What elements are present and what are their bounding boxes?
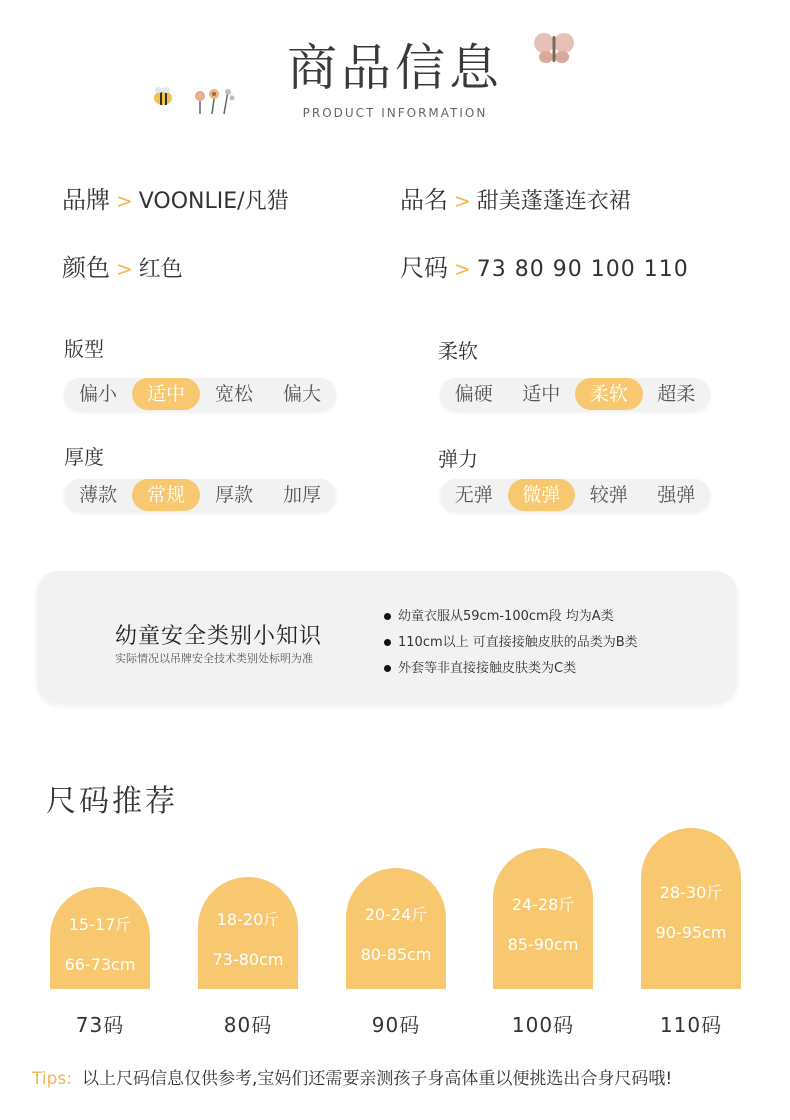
flowers-icon xyxy=(188,86,242,116)
page-subtitle: PRODUCT INFORMATION xyxy=(302,106,488,120)
size-value: 73 80 90 100 110 xyxy=(476,257,689,282)
elasticity-option[interactable]: 无弹 xyxy=(454,484,493,506)
size-row xyxy=(400,248,689,283)
bullet-dot-icon xyxy=(384,639,391,646)
color-label: 颜色 xyxy=(62,254,110,282)
size-card xyxy=(346,868,446,989)
bullet-dot-icon xyxy=(384,665,391,672)
name-row xyxy=(400,180,631,215)
name-value: 甜美蓬蓬连衣裙 xyxy=(476,189,631,214)
arrow-icon: > xyxy=(454,257,471,281)
thickness-title: 厚度 xyxy=(64,445,104,469)
size-label: 90码 xyxy=(371,1013,421,1037)
softness-option[interactable]: 柔软 xyxy=(575,378,643,410)
thickness-option[interactable]: 常规 xyxy=(132,479,200,511)
size-height: 85-90cm xyxy=(507,935,579,954)
fit-option[interactable]: 宽松 xyxy=(214,383,253,405)
brand-value: VOONLIE/凡猎 xyxy=(138,189,289,214)
safety-bullet xyxy=(384,657,576,676)
name-label: 品名 xyxy=(400,186,448,214)
elasticity-selector xyxy=(440,479,710,511)
softness-title: 柔软 xyxy=(438,339,478,363)
size-label: 100码 xyxy=(511,1013,575,1037)
safety-bullet xyxy=(384,605,614,624)
size-card xyxy=(641,828,741,989)
size-weight: 18-20斤 xyxy=(216,910,280,929)
thickness-option[interactable]: 薄款 xyxy=(78,484,117,506)
size-weight: 20-24斤 xyxy=(364,905,428,924)
size-height: 66-73cm xyxy=(64,955,136,974)
safety-bullet-text: 外套等非直接接触皮肤类为C类 xyxy=(398,661,577,676)
size-height: 90-95cm xyxy=(655,923,727,942)
arrow-icon: > xyxy=(116,257,133,281)
softness-selector xyxy=(440,378,710,410)
size-weight: 24-28斤 xyxy=(511,895,575,914)
size-height: 73-80cm xyxy=(212,950,284,969)
elasticity-title: 弹力 xyxy=(438,447,478,471)
safety-subtitle: 实际情况以吊牌安全技术类别处标明为准 xyxy=(115,652,313,665)
safety-bullet-text: 110cm以上 可直接接触皮肤的品类为B类 xyxy=(398,635,638,650)
fit-title: 版型 xyxy=(64,337,104,361)
fit-option[interactable]: 偏大 xyxy=(282,383,321,405)
fit-option[interactable]: 适中 xyxy=(132,378,200,410)
thickness-option[interactable]: 加厚 xyxy=(282,484,321,506)
arrow-icon: > xyxy=(116,189,133,213)
softness-option[interactable]: 适中 xyxy=(522,383,561,405)
butterfly-icon xyxy=(532,30,576,66)
fit-selector xyxy=(64,378,336,410)
softness-option[interactable]: 超柔 xyxy=(657,383,696,405)
arrow-icon: > xyxy=(454,189,471,213)
size-label: 80码 xyxy=(223,1013,273,1037)
tips-text: 以上尺码信息仅供参考,宝妈们还需要亲测孩子身高体重以便挑选出合身尺码哦! xyxy=(81,1069,673,1089)
size-card xyxy=(493,848,593,989)
size-label: 73码 xyxy=(75,1013,125,1037)
thickness-selector xyxy=(64,479,336,511)
tips-line xyxy=(32,1064,672,1089)
bullet-dot-icon xyxy=(384,613,391,620)
safety-bullet-text: 幼童衣服从59cm-100cm段 均为A类 xyxy=(398,609,614,624)
size-label: 110码 xyxy=(659,1013,723,1037)
brand-row xyxy=(62,180,289,215)
size-section-title: 尺码推荐 xyxy=(46,784,178,819)
size-weight: 15-17斤 xyxy=(68,915,132,934)
bee-icon xyxy=(150,85,176,107)
safety-title: 幼童安全类别小知识 xyxy=(115,624,323,649)
size-height: 80-85cm xyxy=(360,945,432,964)
thickness-option[interactable]: 厚款 xyxy=(214,484,253,506)
elasticity-option[interactable]: 微弹 xyxy=(508,479,576,511)
color-row xyxy=(62,248,183,283)
color-value: 红色 xyxy=(138,257,183,282)
elasticity-option[interactable]: 较弹 xyxy=(589,484,628,506)
page-title: 商品信息 xyxy=(287,39,503,97)
size-weight: 28-30斤 xyxy=(659,883,723,902)
size-label: 尺码 xyxy=(400,254,448,282)
safety-bullet xyxy=(384,631,638,650)
brand-label: 品牌 xyxy=(62,186,110,214)
size-card xyxy=(198,877,298,989)
fit-option[interactable]: 偏小 xyxy=(78,383,117,405)
tips-label: Tips: xyxy=(32,1069,72,1089)
softness-option[interactable]: 偏硬 xyxy=(454,383,493,405)
elasticity-option[interactable]: 强弹 xyxy=(657,484,696,506)
size-card xyxy=(50,887,150,989)
